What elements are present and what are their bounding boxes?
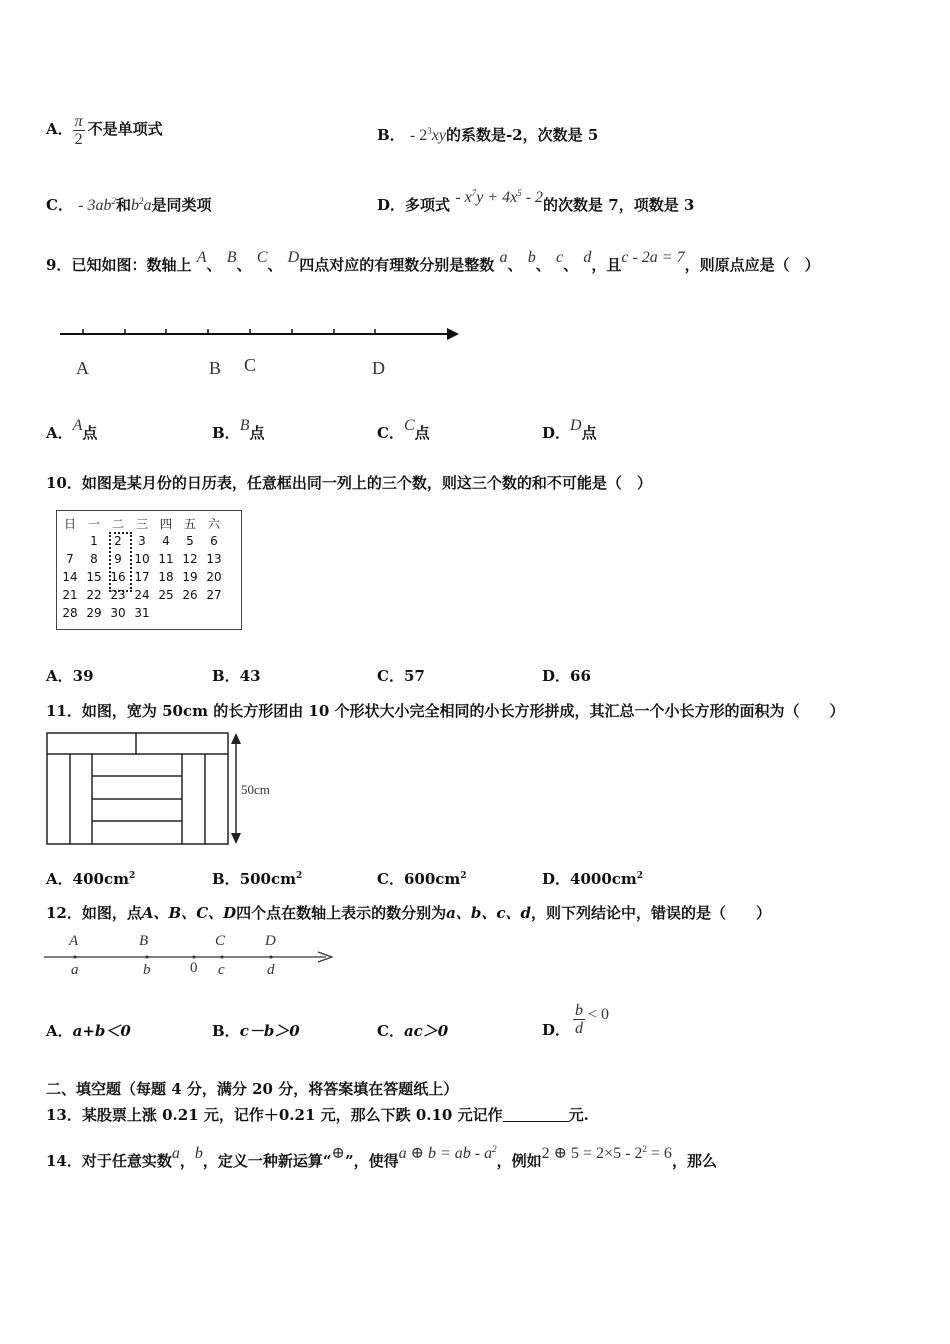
axis-label-a: A <box>76 358 89 378</box>
calendar-cell: 31 <box>134 606 150 620</box>
option-text-post: 的次数是 7，项数是 3 <box>543 196 695 214</box>
option-text: 不是单项式 <box>87 120 163 138</box>
calendar-cell: 9 <box>114 552 122 566</box>
section-2-title: 二、填空题（每题 4 分，满分 20 分，将答案填在答题纸上） <box>46 1080 459 1098</box>
calendar-cell: 二 <box>111 516 124 531</box>
axis-bottom-label-zero: 0 <box>190 960 198 976</box>
calendar-cell: 7 <box>66 552 74 566</box>
q12-option-d[interactable]: D． $\frac{b}{d}$ < 0 <box>542 1001 610 1039</box>
q8-option-d[interactable] <box>377 188 695 215</box>
q12-number-line <box>42 928 342 980</box>
rectangle-figure <box>45 730 285 848</box>
option-label: C． <box>46 196 73 214</box>
q12-option-c[interactable]: C．ac＞0 <box>377 1022 449 1040</box>
calendar-cell: 19 <box>182 570 198 584</box>
q9-number-line <box>55 318 475 388</box>
monomial-expression: - $2^3xy$ <box>409 126 446 144</box>
q11-stem: 11．如图，宽为 50cm 的长方形团由 10 个形状大小完全相同的小长方形拼成，其汇总一个小长方形的面积为（ ） <box>46 702 845 720</box>
calendar-cell: 8 <box>90 552 98 566</box>
calendar-cell: 五 <box>183 516 196 531</box>
polynomial-expression: - $x^7y + 4x^5 - 2$ <box>455 188 544 206</box>
q11-option-a[interactable]: A．$400cm^2$ <box>46 870 136 888</box>
calendar-row <box>58 532 226 550</box>
answer-blank[interactable] <box>503 1106 569 1122</box>
calendar-cell <box>58 532 82 550</box>
q9-stem: 9．已知如图：数轴上 A、 B、 C、 D四点对应的有理数分别是整数 a、 b、 c、 d，且c - 2a = 7，则原点应是（ ） <box>46 249 820 274</box>
calendar-cell: 29 <box>86 606 102 620</box>
calendar-cell: 16 <box>110 570 126 584</box>
axis-label-c: C <box>244 355 257 375</box>
option-label: D． <box>377 196 406 214</box>
calendar-cell: 15 <box>86 570 102 584</box>
q12-stem: 12．如图，点A、B、C、D四个点在数轴上表示的数分别为a、b、c、d，则下列结论中，错误的是（ ） <box>46 904 772 922</box>
q9-option-d[interactable]: D．D点 <box>542 417 597 442</box>
q8-option-c[interactable] <box>46 194 212 215</box>
q12-option-a[interactable]: A．a+b＜0 <box>46 1022 131 1040</box>
calendar-cell: 25 <box>158 588 174 602</box>
calendar-cell: 20 <box>206 570 222 584</box>
q13-stem: 13．某股票上涨 0.21 元，记作＋0.21 元，那么下跌 0.10 元记作 元. <box>46 1106 589 1124</box>
dimension-label: 50cm <box>241 782 270 797</box>
option-text: 的系数是-2，次数是 5 <box>445 126 599 144</box>
calendar-cell: 5 <box>186 534 194 548</box>
q10-option-b[interactable]: B．43 <box>212 667 261 685</box>
q8-option-a[interactable] <box>46 104 163 154</box>
calendar-cell: 六 <box>207 516 220 531</box>
calendar-cell: 1 <box>90 534 98 548</box>
calendar-row <box>58 550 226 568</box>
calendar-cell: 一 <box>87 516 100 531</box>
calendar-cell: 18 <box>158 570 174 584</box>
calendar-cell: 22 <box>86 588 102 602</box>
calendar-row <box>58 586 226 604</box>
monomial-1: - $3ab^2$ <box>78 196 117 214</box>
axis-top-label-a: A <box>69 933 79 949</box>
q11-option-b[interactable]: B．$500cm^2$ <box>212 870 303 888</box>
pi-over-2-fraction: $\frac{\pi}{2}$ <box>74 112 83 148</box>
q12-option-b[interactable]: B．c－b＞0 <box>212 1022 300 1040</box>
q11-option-d[interactable]: D．$4000cm^2$ <box>542 870 644 888</box>
calendar-cell: 17 <box>134 570 150 584</box>
calendar-cell: 2 <box>114 534 122 548</box>
calendar-cell: 30 <box>110 606 126 620</box>
q9-option-b[interactable]: B．B点 <box>212 417 265 442</box>
q8-option-b[interactable] <box>377 124 598 145</box>
axis-bottom-label-a: a <box>71 962 79 978</box>
calendar-cell <box>202 604 226 622</box>
calendar-cell: 14 <box>62 570 78 584</box>
calendar-row <box>58 604 226 622</box>
calendar-cell: 三 <box>135 516 148 531</box>
axis-top-label-b: B <box>139 933 149 949</box>
q10-option-d[interactable]: D．66 <box>542 667 591 685</box>
calendar-cell: 27 <box>206 588 222 602</box>
calendar-cell: 四 <box>159 516 172 531</box>
q9-option-a[interactable]: A．A点 <box>46 417 98 442</box>
calendar-cell: 13 <box>206 552 222 566</box>
option-label: A． <box>46 120 73 138</box>
calendar-cell: 4 <box>162 534 170 548</box>
calendar-cell: 24 <box>134 588 150 602</box>
q11-option-c[interactable]: C．$600cm^2$ <box>377 870 467 888</box>
calendar-table <box>58 514 226 622</box>
selection-box <box>109 532 132 592</box>
monomial-2: $b^2a$ <box>131 196 152 214</box>
axis-top-label-c: C <box>215 933 226 949</box>
calendar-header-row <box>58 514 226 532</box>
calendar-figure <box>56 510 242 630</box>
calendar-cell: 11 <box>158 552 174 566</box>
calendar-cell: 26 <box>182 588 198 602</box>
calendar-cell: 日 <box>63 516 76 531</box>
calendar-cell: 10 <box>134 552 150 566</box>
q10-option-c[interactable]: C．57 <box>377 667 425 685</box>
q10-option-a[interactable]: A．39 <box>46 667 94 685</box>
calendar-cell <box>154 604 178 622</box>
axis-top-label-d: D <box>265 933 276 949</box>
calendar-cell: 21 <box>62 588 78 602</box>
option-text-pre: 多项式 <box>405 196 451 214</box>
axis-label-b: B <box>209 358 222 378</box>
calendar-cell <box>178 604 202 622</box>
axis-bottom-label-b: b <box>143 962 151 978</box>
option-label: B． <box>377 126 405 144</box>
axis-bottom-label-c: c <box>218 962 225 978</box>
q14-stem: 14．对于任意实数a，b，定义一种新运算“⊕”，使得a ⊕ b = ab - $a^2$，例如2 ⊕ $5 = 2\times 5 - 2^2 = 6$，那么 <box>46 1144 717 1170</box>
calendar-cell: 6 <box>210 534 218 548</box>
calendar-cell: 12 <box>182 552 198 566</box>
calendar-cell: 3 <box>138 534 146 548</box>
b-over-d-fraction: $\frac{b}{d}$ <box>575 1001 584 1037</box>
q9-option-c[interactable]: C．C点 <box>377 417 430 442</box>
calendar-cell: 28 <box>62 606 78 620</box>
and-text: 和 <box>116 196 132 214</box>
calendar-cell: 23 <box>110 588 126 602</box>
axis-bottom-label-d: d <box>267 962 275 978</box>
option-text: 是同类项 <box>151 196 212 214</box>
q10-stem: 10．如图是某月份的日历表，任意框出同一列上的三个数，则这三个数的和不可能是（ ） <box>46 474 652 492</box>
calendar-row <box>58 568 226 586</box>
axis-label-d: D <box>372 358 385 378</box>
